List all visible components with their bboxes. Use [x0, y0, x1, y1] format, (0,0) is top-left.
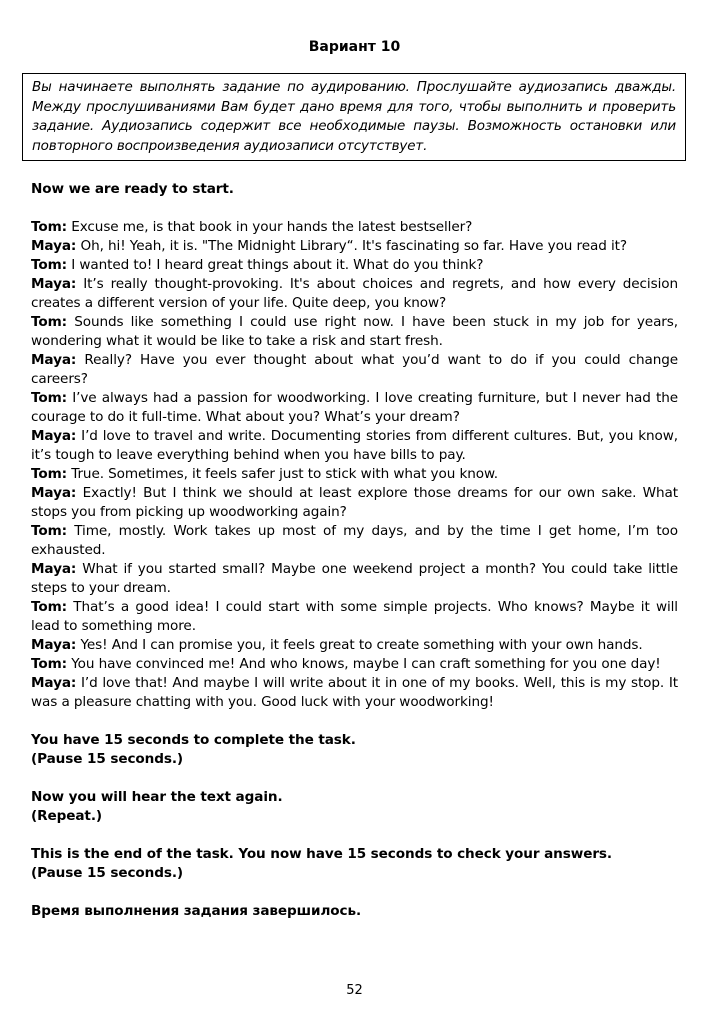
line-text: It’s really thought-provoking. It's about choices and regrets, and how every decision creates a different version of your life. Quite deep, you know?: [31, 276, 678, 311]
speaker-label: Maya:: [31, 637, 77, 653]
line-text: True. Sometimes, it feels safer just to stick with what you know.: [67, 466, 498, 482]
line-text: Sounds like something I could use right now. I have been stuck in my job for years, wondering what it would be like to take a risk and start fresh.: [31, 314, 678, 349]
time-over-line: Время выполнения задания завершилось.: [31, 903, 362, 919]
hear-again-line: Now you will hear the text again.: [31, 789, 283, 805]
speaker-label: Tom:: [31, 656, 68, 672]
dialogue-line: [31, 389, 678, 427]
dialogue-line: [31, 237, 678, 256]
dialogue-line: [31, 427, 678, 465]
pause-line: (Pause 15 seconds.): [31, 865, 184, 881]
speaker-label: Maya:: [31, 276, 77, 292]
line-text: You have convinced me! And who knows, maybe I can craft something for you one day!: [67, 656, 661, 672]
task-time-line: You have 15 seconds to complete the task.: [31, 732, 356, 748]
speaker-label: Tom:: [31, 599, 68, 615]
speaker-label: Tom:: [31, 523, 68, 539]
spacer: [31, 769, 678, 788]
end-task-line: This is the end of the task. You now have 15 seconds to check your answers.: [31, 846, 612, 862]
pause-line: (Pause 15 seconds.): [31, 751, 184, 767]
speaker-label: Maya:: [31, 675, 77, 691]
line-text: I wanted to! I heard great things about it. What do you think?: [67, 257, 484, 273]
dialogue-line: [31, 560, 678, 598]
dialogue-line: [31, 465, 678, 484]
line-text: Oh, hi! Yeah, it is. "The Midnight Library“. It's fascinating so far. Have you read it?: [76, 238, 627, 254]
line-text: What if you started small? Maybe one weekend project a month? You could take little steps to your dream.: [31, 561, 678, 596]
line-text: That’s a good idea! I could start with some simple projects. Who knows? Maybe it will lead to something more.: [31, 599, 678, 634]
line-text: I’d love to travel and write. Documenting stories from different cultures. But, you know, it’s tough to leave everything behind when you have bills to pay.: [31, 428, 678, 463]
dialogue-line: [31, 218, 678, 237]
dialogue-line: [31, 256, 678, 275]
intro-line: Now we are ready to start.: [31, 181, 234, 197]
dialogue-line: [31, 598, 678, 636]
speaker-label: Tom:: [31, 219, 68, 235]
line-text: Yes! And I can promise you, it feels great to create something with your own hands.: [76, 637, 643, 653]
spacer: [31, 199, 678, 218]
dialogue-line: [31, 636, 678, 655]
line-text: Time, mostly. Work takes up most of my days, and by the time I get home, I’m too exhausted.: [31, 523, 678, 558]
speaker-label: Maya:: [31, 485, 77, 501]
speaker-label: Tom:: [31, 466, 68, 482]
speaker-label: Maya:: [31, 428, 77, 444]
page-number: 52: [346, 983, 363, 998]
spacer: [31, 883, 678, 902]
transcript-content: [31, 180, 678, 921]
instruction-box: Вы начинаете выполнять задание по аудированию. Прослушайте аудиозапись дважды. Между прослушиваниями Вам будет дано время для того, чтобы выполнить и проверить задание. Аудиозапись содержит все необходимые паузы. Возможность остановки или повторного воспроизведения аудиозаписи отсутствует.: [22, 73, 686, 161]
dialogue-line: [31, 313, 678, 351]
spacer: [31, 826, 678, 845]
speaker-label: Maya:: [31, 238, 77, 254]
repeat-line: (Repeat.): [31, 808, 102, 824]
dialogue-line: [31, 351, 678, 389]
line-text: Really? Have you ever thought about what you’d want to do if you could change careers?: [31, 352, 678, 387]
spacer: [31, 712, 678, 731]
dialogue-line: [31, 275, 678, 313]
dialogue-line: [31, 484, 678, 522]
speaker-label: Maya:: [31, 352, 77, 368]
line-text: I’d love that! And maybe I will write about it in one of my books. Well, this is my stop. It was a pleasure chatting with you. Good luck with your woodworking!: [31, 675, 678, 710]
dialogue-line: [31, 522, 678, 560]
speaker-label: Tom:: [31, 257, 68, 273]
speaker-label: Tom:: [31, 314, 68, 330]
dialogue-line: [31, 674, 678, 712]
speaker-label: Tom:: [31, 390, 68, 406]
dialogue-line: [31, 655, 678, 674]
page-title: Вариант 10: [308, 39, 401, 55]
line-text: Excuse me, is that book in your hands the latest bestseller?: [67, 219, 473, 235]
dialogue: [31, 218, 678, 712]
line-text: I’ve always had a passion for woodworking. I love creating furniture, but I never had the courage to do it full-time. What about you? What’s your dream?: [31, 390, 678, 425]
line-text: Exactly! But I think we should at least explore those dreams for our own sake. What stops you from picking up woodworking again?: [31, 485, 678, 520]
speaker-label: Maya:: [31, 561, 77, 577]
